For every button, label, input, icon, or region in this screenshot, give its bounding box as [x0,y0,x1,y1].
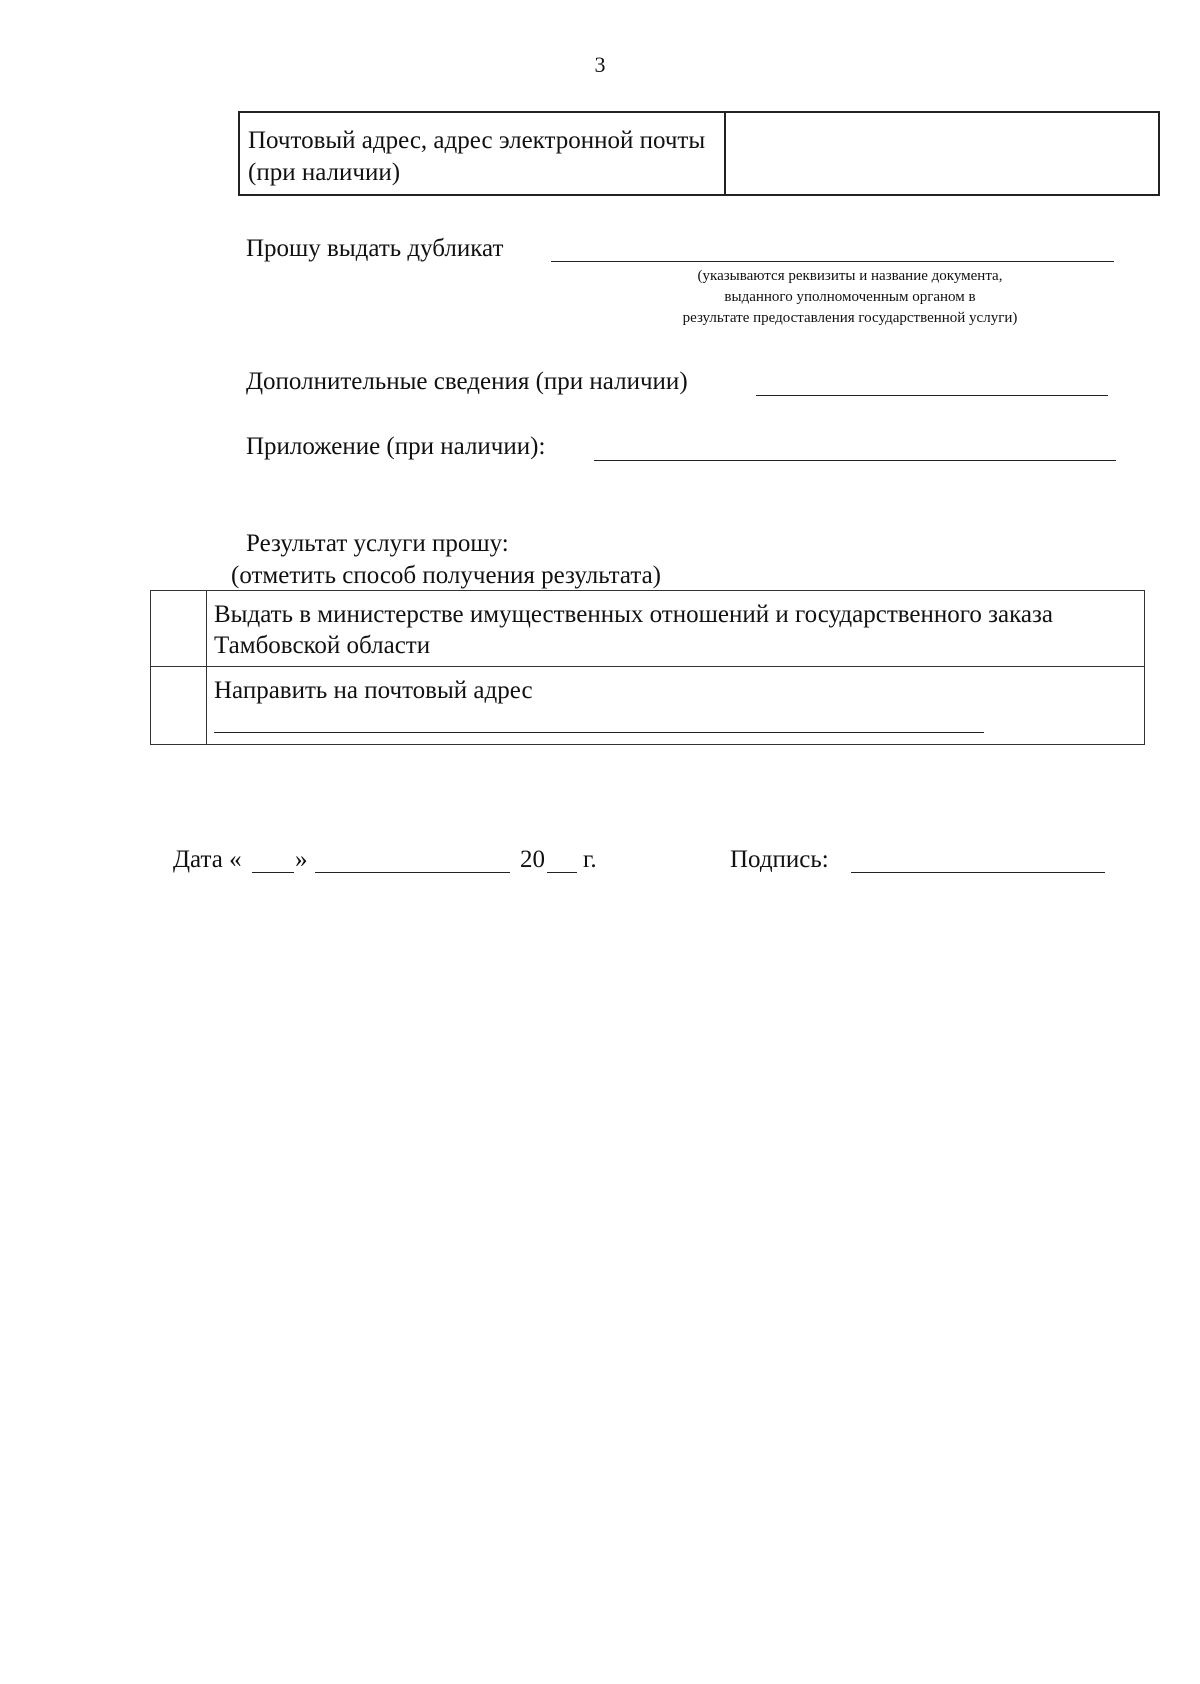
option-label: Направить на почтовый адрес [214,677,533,704]
result-heading: Результат услуги прошу: [246,530,509,557]
page-number: 3 [594,52,606,77]
signature-field[interactable] [851,872,1105,873]
attachment-label: Приложение (при наличии): [246,433,546,460]
result-option-row [151,591,1144,667]
additional-info-label: Дополнительные сведения (при наличии) [246,368,688,395]
postal-address-field[interactable] [214,732,984,733]
date-prefix: Дата « [173,846,242,873]
contact-value-field[interactable] [726,113,1158,194]
additional-info-field[interactable] [756,395,1108,396]
result-options-table [150,590,1145,745]
date-month-field[interactable] [315,872,510,873]
duplicate-hint-line3: результате предоставления государственной услуги) [682,310,1018,326]
duplicate-label: Прошу выдать дубликат [246,235,504,262]
date-close-quote: » [295,846,308,873]
option-cell [207,667,1144,744]
result-subheading: (отметить способ получения результата) [231,562,661,589]
duplicate-field[interactable] [551,261,1114,262]
year-suffix: г. [583,846,597,873]
result-option-row [151,667,1144,744]
year-prefix: 20 [520,846,545,873]
date-day-field[interactable] [252,872,294,873]
duplicate-hint-line1: (указываются реквизиты и название документа, [697,268,1003,284]
contact-label: Почтовый адрес, адрес электронной почты (при наличии) [240,113,726,194]
option-label: Выдать в министерстве имущественных отношений и государственного заказа Тамбовской области [214,601,1053,659]
date-year-field[interactable] [547,872,577,873]
attachment-field[interactable] [594,460,1116,461]
option-checkbox[interactable] [151,667,207,744]
duplicate-hint-line2: выданного уполномоченным органом в [724,289,976,305]
option-checkbox[interactable] [151,591,207,666]
contact-table [238,111,1160,196]
signature-label: Подпись: [730,846,829,873]
